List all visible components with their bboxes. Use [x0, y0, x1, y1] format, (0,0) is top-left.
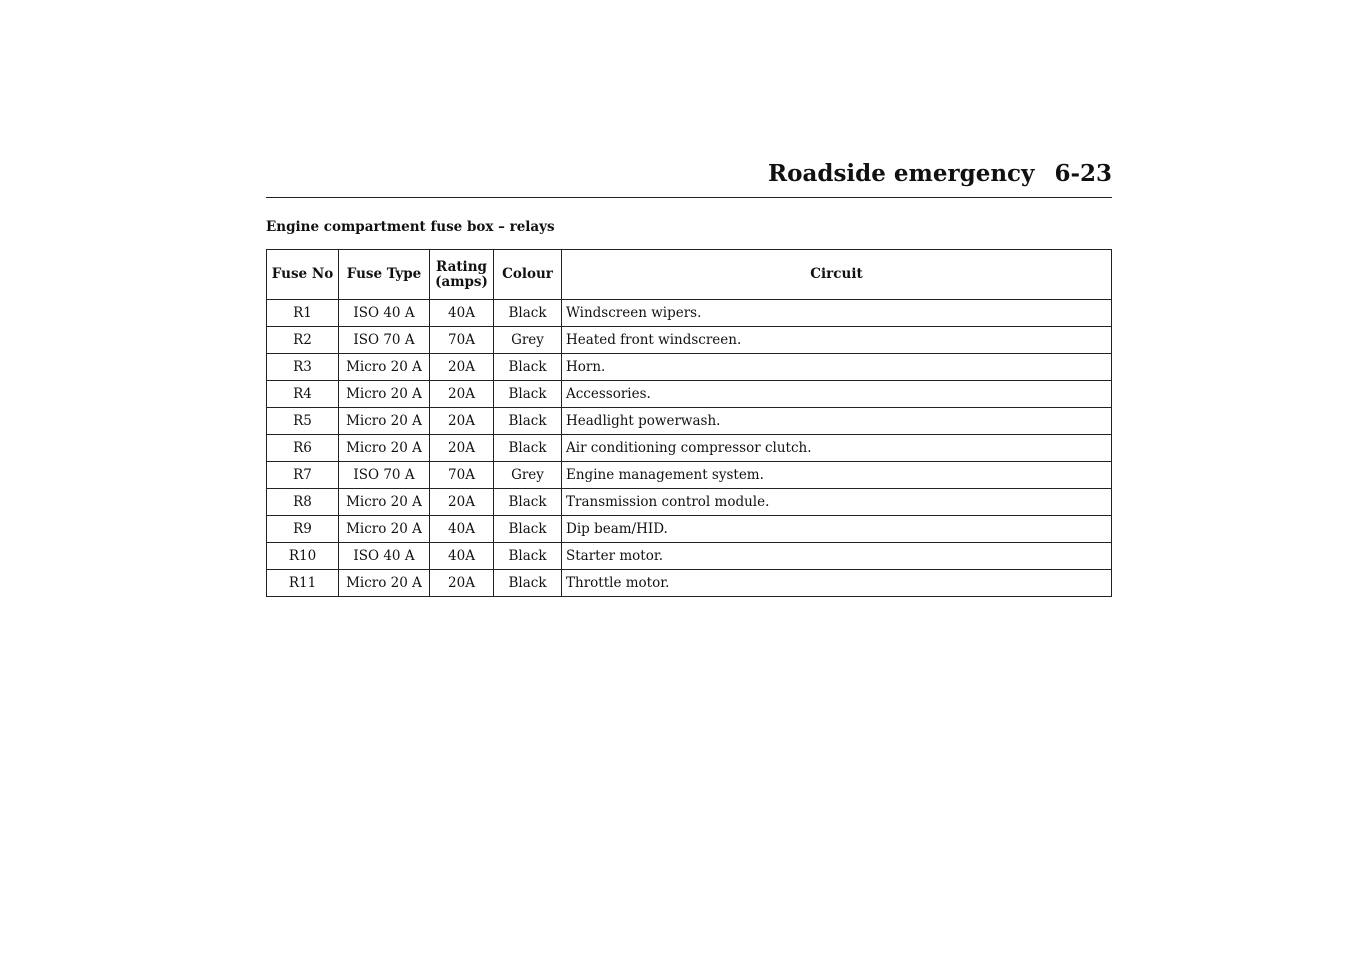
- rating-cell: 20A: [430, 435, 494, 462]
- fuse-no-cell: R2: [267, 327, 339, 354]
- table-row: [267, 300, 1112, 327]
- section-title: Roadside emergency: [768, 160, 1035, 187]
- fuse-no-cell: R3: [267, 354, 339, 381]
- circuit-cell: Horn.: [562, 354, 1112, 381]
- rating-cell: 40A: [430, 300, 494, 327]
- fuse-no-cell: R6: [267, 435, 339, 462]
- column-header-fuse-no: Fuse No: [267, 250, 339, 300]
- fuse-no-cell: R11: [267, 570, 339, 597]
- colour-cell: Black: [494, 381, 562, 408]
- rating-cell: 20A: [430, 570, 494, 597]
- fuse-relay-table: [266, 249, 1112, 597]
- table-row: [267, 489, 1112, 516]
- circuit-cell: Transmission control module.: [562, 489, 1112, 516]
- colour-cell: Black: [494, 543, 562, 570]
- fuse-type-cell: ISO 70 A: [339, 327, 430, 354]
- table-row: [267, 435, 1112, 462]
- circuit-cell: Accessories.: [562, 381, 1112, 408]
- colour-cell: Black: [494, 489, 562, 516]
- table-row: [267, 516, 1112, 543]
- column-header-colour: Colour: [494, 250, 562, 300]
- fuse-type-cell: ISO 40 A: [339, 300, 430, 327]
- colour-cell: Black: [494, 516, 562, 543]
- fuse-type-cell: Micro 20 A: [339, 489, 430, 516]
- rating-cell: 20A: [430, 381, 494, 408]
- fuse-type-cell: Micro 20 A: [339, 354, 430, 381]
- colour-cell: Grey: [494, 327, 562, 354]
- colour-cell: Black: [494, 354, 562, 381]
- column-header-rating: Rating (amps): [430, 250, 494, 300]
- circuit-cell: Dip beam/HID.: [562, 516, 1112, 543]
- table-row: [267, 462, 1112, 489]
- fuse-no-cell: R7: [267, 462, 339, 489]
- page-title: [768, 160, 1112, 187]
- page-header: [266, 150, 1112, 198]
- colour-cell: Black: [494, 570, 562, 597]
- table-row: [267, 381, 1112, 408]
- circuit-cell: Starter motor.: [562, 543, 1112, 570]
- table-header-row: [267, 250, 1112, 300]
- fuse-no-cell: R4: [267, 381, 339, 408]
- fuse-type-cell: Micro 20 A: [339, 516, 430, 543]
- fuse-no-cell: R8: [267, 489, 339, 516]
- fuse-no-cell: R5: [267, 408, 339, 435]
- rating-cell: 20A: [430, 354, 494, 381]
- fuse-type-cell: Micro 20 A: [339, 435, 430, 462]
- fuse-type-cell: ISO 70 A: [339, 462, 430, 489]
- rating-cell: 40A: [430, 543, 494, 570]
- circuit-cell: Windscreen wipers.: [562, 300, 1112, 327]
- fuse-type-cell: ISO 40 A: [339, 543, 430, 570]
- rating-cell: 40A: [430, 516, 494, 543]
- colour-cell: Black: [494, 408, 562, 435]
- circuit-cell: Engine management system.: [562, 462, 1112, 489]
- colour-cell: Black: [494, 300, 562, 327]
- manual-page: [266, 150, 1112, 597]
- rating-cell: 70A: [430, 462, 494, 489]
- fuse-no-cell: R1: [267, 300, 339, 327]
- fuse-type-cell: Micro 20 A: [339, 570, 430, 597]
- circuit-cell: Heated front windscreen.: [562, 327, 1112, 354]
- fuse-no-cell: R10: [267, 543, 339, 570]
- fuse-type-cell: Micro 20 A: [339, 408, 430, 435]
- rating-cell: 70A: [430, 327, 494, 354]
- table-row: [267, 408, 1112, 435]
- table-row: [267, 354, 1112, 381]
- rating-cell: 20A: [430, 489, 494, 516]
- table-row: [267, 570, 1112, 597]
- fuse-type-cell: Micro 20 A: [339, 381, 430, 408]
- page-number: 6-23: [1054, 160, 1112, 187]
- column-header-circuit: Circuit: [562, 250, 1112, 300]
- colour-cell: Black: [494, 435, 562, 462]
- circuit-cell: Headlight powerwash.: [562, 408, 1112, 435]
- column-header-fuse-type: Fuse Type: [339, 250, 430, 300]
- circuit-cell: Throttle motor.: [562, 570, 1112, 597]
- table-row: [267, 543, 1112, 570]
- table-row: [267, 327, 1112, 354]
- table-caption: Engine compartment fuse box – relays: [266, 219, 555, 235]
- circuit-cell: Air conditioning compressor clutch.: [562, 435, 1112, 462]
- fuse-no-cell: R9: [267, 516, 339, 543]
- colour-cell: Grey: [494, 462, 562, 489]
- rating-cell: 20A: [430, 408, 494, 435]
